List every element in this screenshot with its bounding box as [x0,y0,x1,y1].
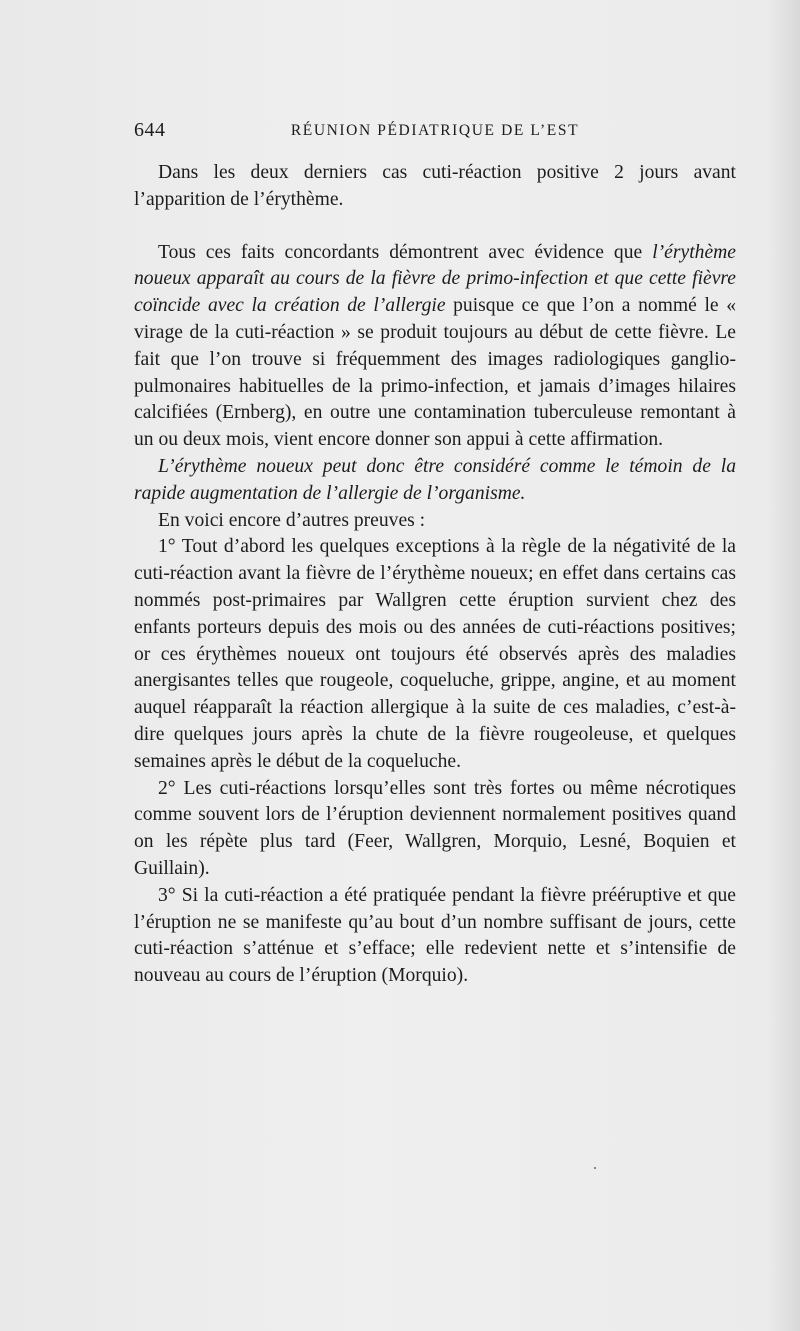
page-speck [594,1167,596,1169]
paragraph-6: 2° Les cuti-réactions lorsqu’elles sont très fortes ou même nécrotiques comme souvent lors de l’éruption deviennent normalement positives quand on les répète plus tard (Feer, Wallgren, Morquio, Lesné, Boquien et Guillain). [134,777,736,879]
paragraph-5: 1° Tout d’abord les quelques exceptions à la règle de la négativité de la cuti-réaction avant la fièvre de l’érythème noueux; en effet dans certains cas nommés post-primaires par Wallgren cette éruption survient chez des enfants porteurs depuis des mois ou des années de cuti-réactions positives; or ces érythèmes noueux ont toujours été observés après des maladies anergisantes telles que rougeole, coqueluche, grippe, angine, et au moment auquel réapparaît la réaction allergique à la suite de ces maladies, c’est-à-dire quelques jours après la chute de la fièvre rougeoleuse, et quelques semaines après le début de la coqueluche. [134,536,736,772]
running-title: RÉUNION PÉDIATRIQUE DE L’EST [290,122,580,139]
paragraph-2 [134,240,736,454]
paragraph-2-lead: Tous ces faits concordants démontrent avec évidence que [158,241,653,263]
paragraph-7: 3° Si la cuti-réaction a été pratiquée pendant la fièvre prééruptive et que l’éruption ne se manifeste qu’au bout d’un nombre suffisant de jours, cette cuti-réaction s’atténue et s’efface; elle redevient nette et s’intensifie de nouveau au cours de l’éruption (Morquio). [134,884,736,987]
paragraph-1: Dans les deux derniers cas cuti-réaction positive 2 jours avant l’apparition de l’érythème. [134,162,736,210]
paragraph-2-rest: puisque ce que l’on a nommé le « virage de la cuti-réaction » se produit toujours au début de cette fièvre. Le fait que l’on trouve si fréquemment des images radiologiques ganglio-pulmonaires habituelles de la primo-infection, et jamais d’images hilaires calcifiées (Ernberg), en outre une contamination tuberculeuse remontant à un ou deux mois, vient encore donner son appui à cette affirmation. [134,295,736,451]
page-header [134,119,736,145]
paragraph-3-italic: L’érythème noueux peut donc être considéré comme le témoin de la rapide augmentation de l’allergie de l’organisme. [134,455,736,504]
paragraph-2-emphasis: l’érythème noueux apparaît au cours de la fièvre de primo-infection et que cette fièvre coïncide avec la création de l’allergie [134,241,736,317]
paragraph-3 [134,454,736,508]
paragraph-4: En voici encore d’autres preuves : [158,509,426,531]
body-text [134,160,736,990]
page-number: 644 [134,119,166,141]
